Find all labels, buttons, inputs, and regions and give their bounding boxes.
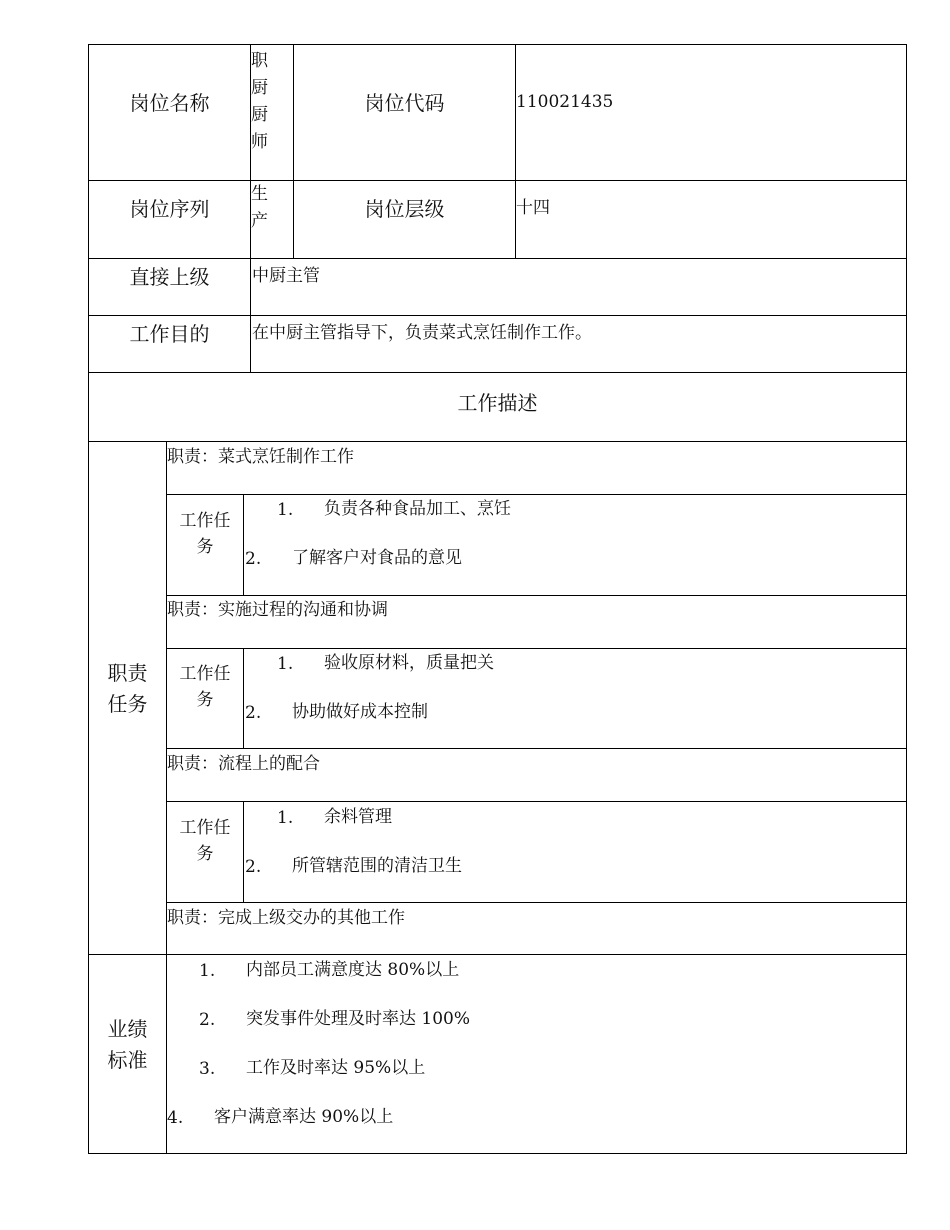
performance-number: 2. [199,1010,216,1030]
task-label-line1: 工作任 [179,664,231,684]
table-border [88,441,907,442]
table-border [88,315,907,316]
performance-item: 客户满意率达 90%以上 [214,1107,394,1127]
task-text: 余料管理 [324,807,392,827]
duties-side-label-line1: 职责 [107,661,148,685]
position-name-value: 职 厨 厨 师 [251,51,268,152]
sequence-value: 生 产 [251,184,268,231]
table-border [166,648,907,649]
table-border [243,648,244,749]
table-border [166,494,907,495]
sequence-label: 岗位序列 [129,197,210,221]
task-label-line2: 务 [196,690,214,710]
task-text: 协助做好成本控制 [292,702,428,722]
table-border [293,44,294,259]
table-border [906,44,907,1154]
duty-title: 职责：实施过程的沟通和协调 [167,600,388,620]
table-border [88,258,907,259]
table-border [166,801,907,802]
performance-number: 1. [199,961,216,981]
task-label-line2: 务 [196,844,214,864]
table-border [88,1153,907,1154]
table-border [166,902,907,903]
level-value: 十四 [516,198,550,218]
task-number: 2. [245,549,262,569]
section-title: 工作描述 [457,391,538,415]
supervisor-label: 直接上级 [129,265,210,289]
table-border [243,494,244,596]
task-label-line1: 工作任 [179,511,231,531]
performance-label-line2: 标准 [107,1048,148,1072]
position-name-label: 岗位名称 [129,91,210,115]
task-number: 1. [277,808,294,828]
task-text: 验收原材料，质量把关 [324,653,494,673]
table-border [166,595,907,596]
duty-title: 职责：流程上的配合 [167,754,320,774]
duty-title: 职责：菜式烹饪制作工作 [167,447,354,467]
table-border [88,954,907,955]
performance-number: 3. [199,1059,216,1079]
table-border [243,801,244,903]
task-number: 1. [277,654,294,674]
performance-item: 工作及时率达 95%以上 [246,1058,426,1078]
duties-side-label-line2: 任务 [107,692,148,716]
table-border [88,44,907,45]
table-border [88,372,907,373]
position-code-label: 岗位代码 [364,91,445,115]
level-label: 岗位层级 [364,197,445,221]
performance-item: 突发事件处理及时率达 100% [246,1009,471,1029]
task-number: 2. [245,857,262,877]
purpose-label: 工作目的 [129,322,210,346]
table-border [166,748,907,749]
performance-item: 内部员工满意度达 80%以上 [246,960,460,980]
position-code-value: 110021435 [516,92,614,112]
performance-number: 4. [167,1108,184,1128]
task-label-line1: 工作任 [179,818,231,838]
performance-label-line1: 业绩 [107,1017,148,1041]
task-label-line2: 务 [196,537,214,557]
table-border [515,44,516,259]
task-number: 2. [245,703,262,723]
duty-title: 职责：完成上级交办的其他工作 [167,908,405,928]
purpose-value: 在中厨主管指导下，负责菜式烹饪制作工作。 [252,323,592,343]
task-text: 负责各种食品加工、烹饪 [324,499,511,519]
table-border [88,180,907,181]
task-number: 1. [277,500,294,520]
task-text: 了解客户对食品的意见 [292,548,462,568]
task-text: 所管辖范围的清洁卫生 [292,856,462,876]
supervisor-value: 中厨主管 [252,266,320,286]
